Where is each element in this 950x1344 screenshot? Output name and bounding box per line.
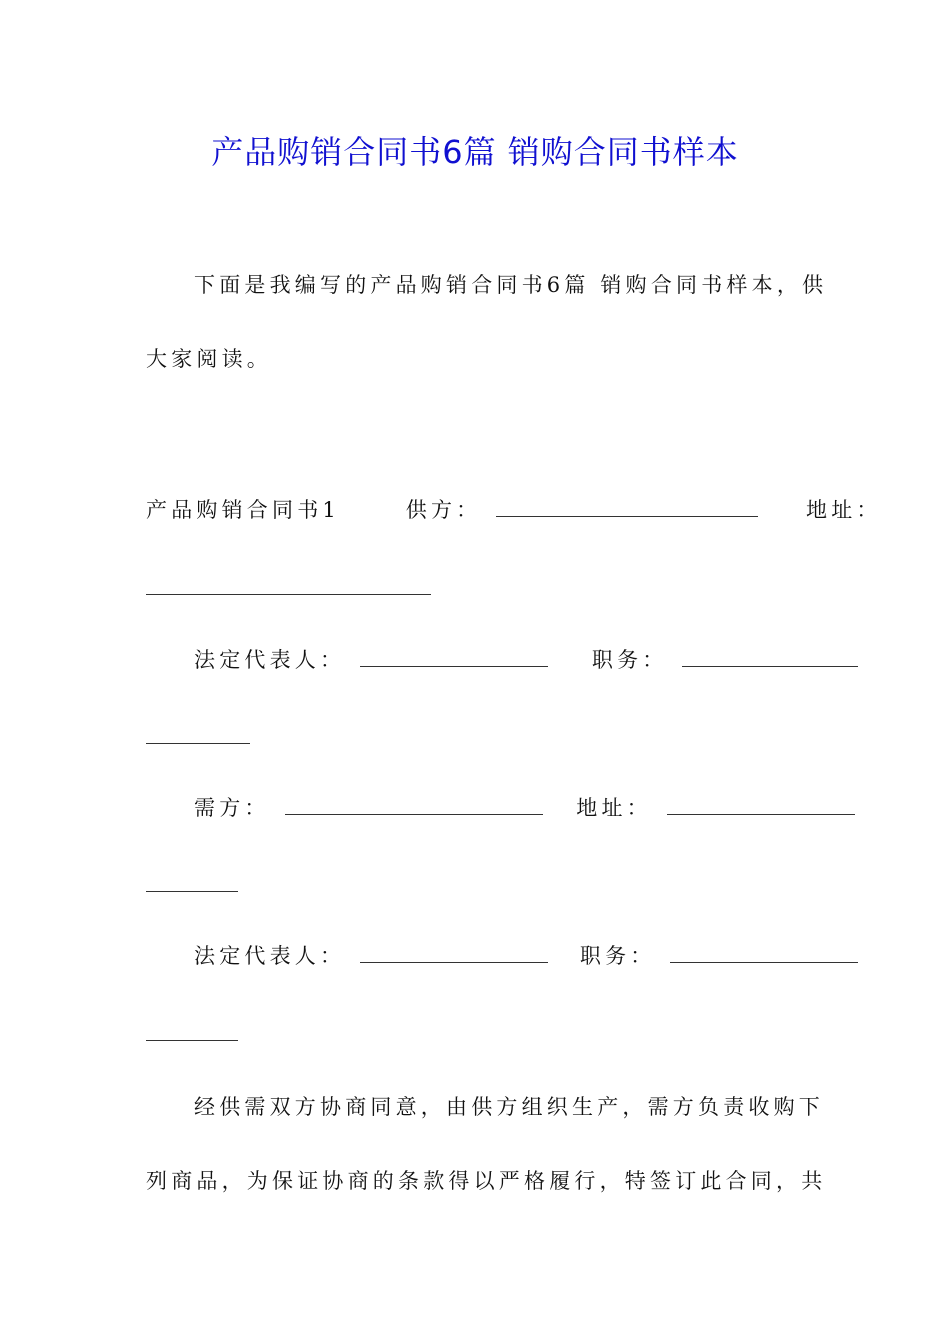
- buyer-address-blank[interactable]: [667, 794, 855, 815]
- buyer-rep-row: [194, 941, 814, 971]
- supplier-position-label: 职务：: [591, 648, 668, 672]
- supplier-position-blank-cont[interactable]: [146, 743, 250, 744]
- intro-line-1: 下面是我编写的产品购销合同书6篇 销购合同书样本，供: [194, 273, 828, 297]
- supplier-rep-blank[interactable]: [360, 646, 548, 667]
- body-line-2: 列商品，为保证协商的条款得以严格履行，特签订此合同，共: [146, 1169, 827, 1193]
- body-line-1: 经供需双方协商同意，由供方组织生产，需方负责收购下: [194, 1095, 824, 1119]
- buyer-rep-blank[interactable]: [360, 942, 548, 963]
- buyer-label: 需方：: [194, 796, 270, 820]
- supplier-address-label: 地址：: [806, 498, 882, 522]
- buyer-position-blank[interactable]: [670, 942, 858, 963]
- buyer-address-blank-cont[interactable]: [146, 891, 238, 892]
- buyer-address-label: 地址：: [576, 796, 652, 820]
- supplier-address-blank[interactable]: [146, 594, 431, 595]
- supplier-row: [146, 495, 882, 525]
- supplier-blank[interactable]: [496, 496, 758, 517]
- supplier-rep-label: 法定代表人：: [194, 648, 346, 672]
- buyer-blank[interactable]: [285, 794, 543, 815]
- document-title: 产品购销合同书6篇 销购合同书样本: [211, 133, 739, 171]
- contract-heading: 产品购销合同书1: [146, 498, 340, 522]
- buyer-position-blank-cont[interactable]: [146, 1040, 238, 1041]
- supplier-label: 供方：: [405, 498, 482, 522]
- supplier-position-blank[interactable]: [682, 646, 858, 667]
- buyer-rep-label: 法定代表人：: [194, 944, 346, 968]
- buyer-position-label: 职务：: [579, 944, 656, 968]
- intro-line-2: 大家阅读。: [146, 347, 272, 371]
- supplier-rep-row: [194, 645, 814, 675]
- buyer-row: [194, 793, 814, 823]
